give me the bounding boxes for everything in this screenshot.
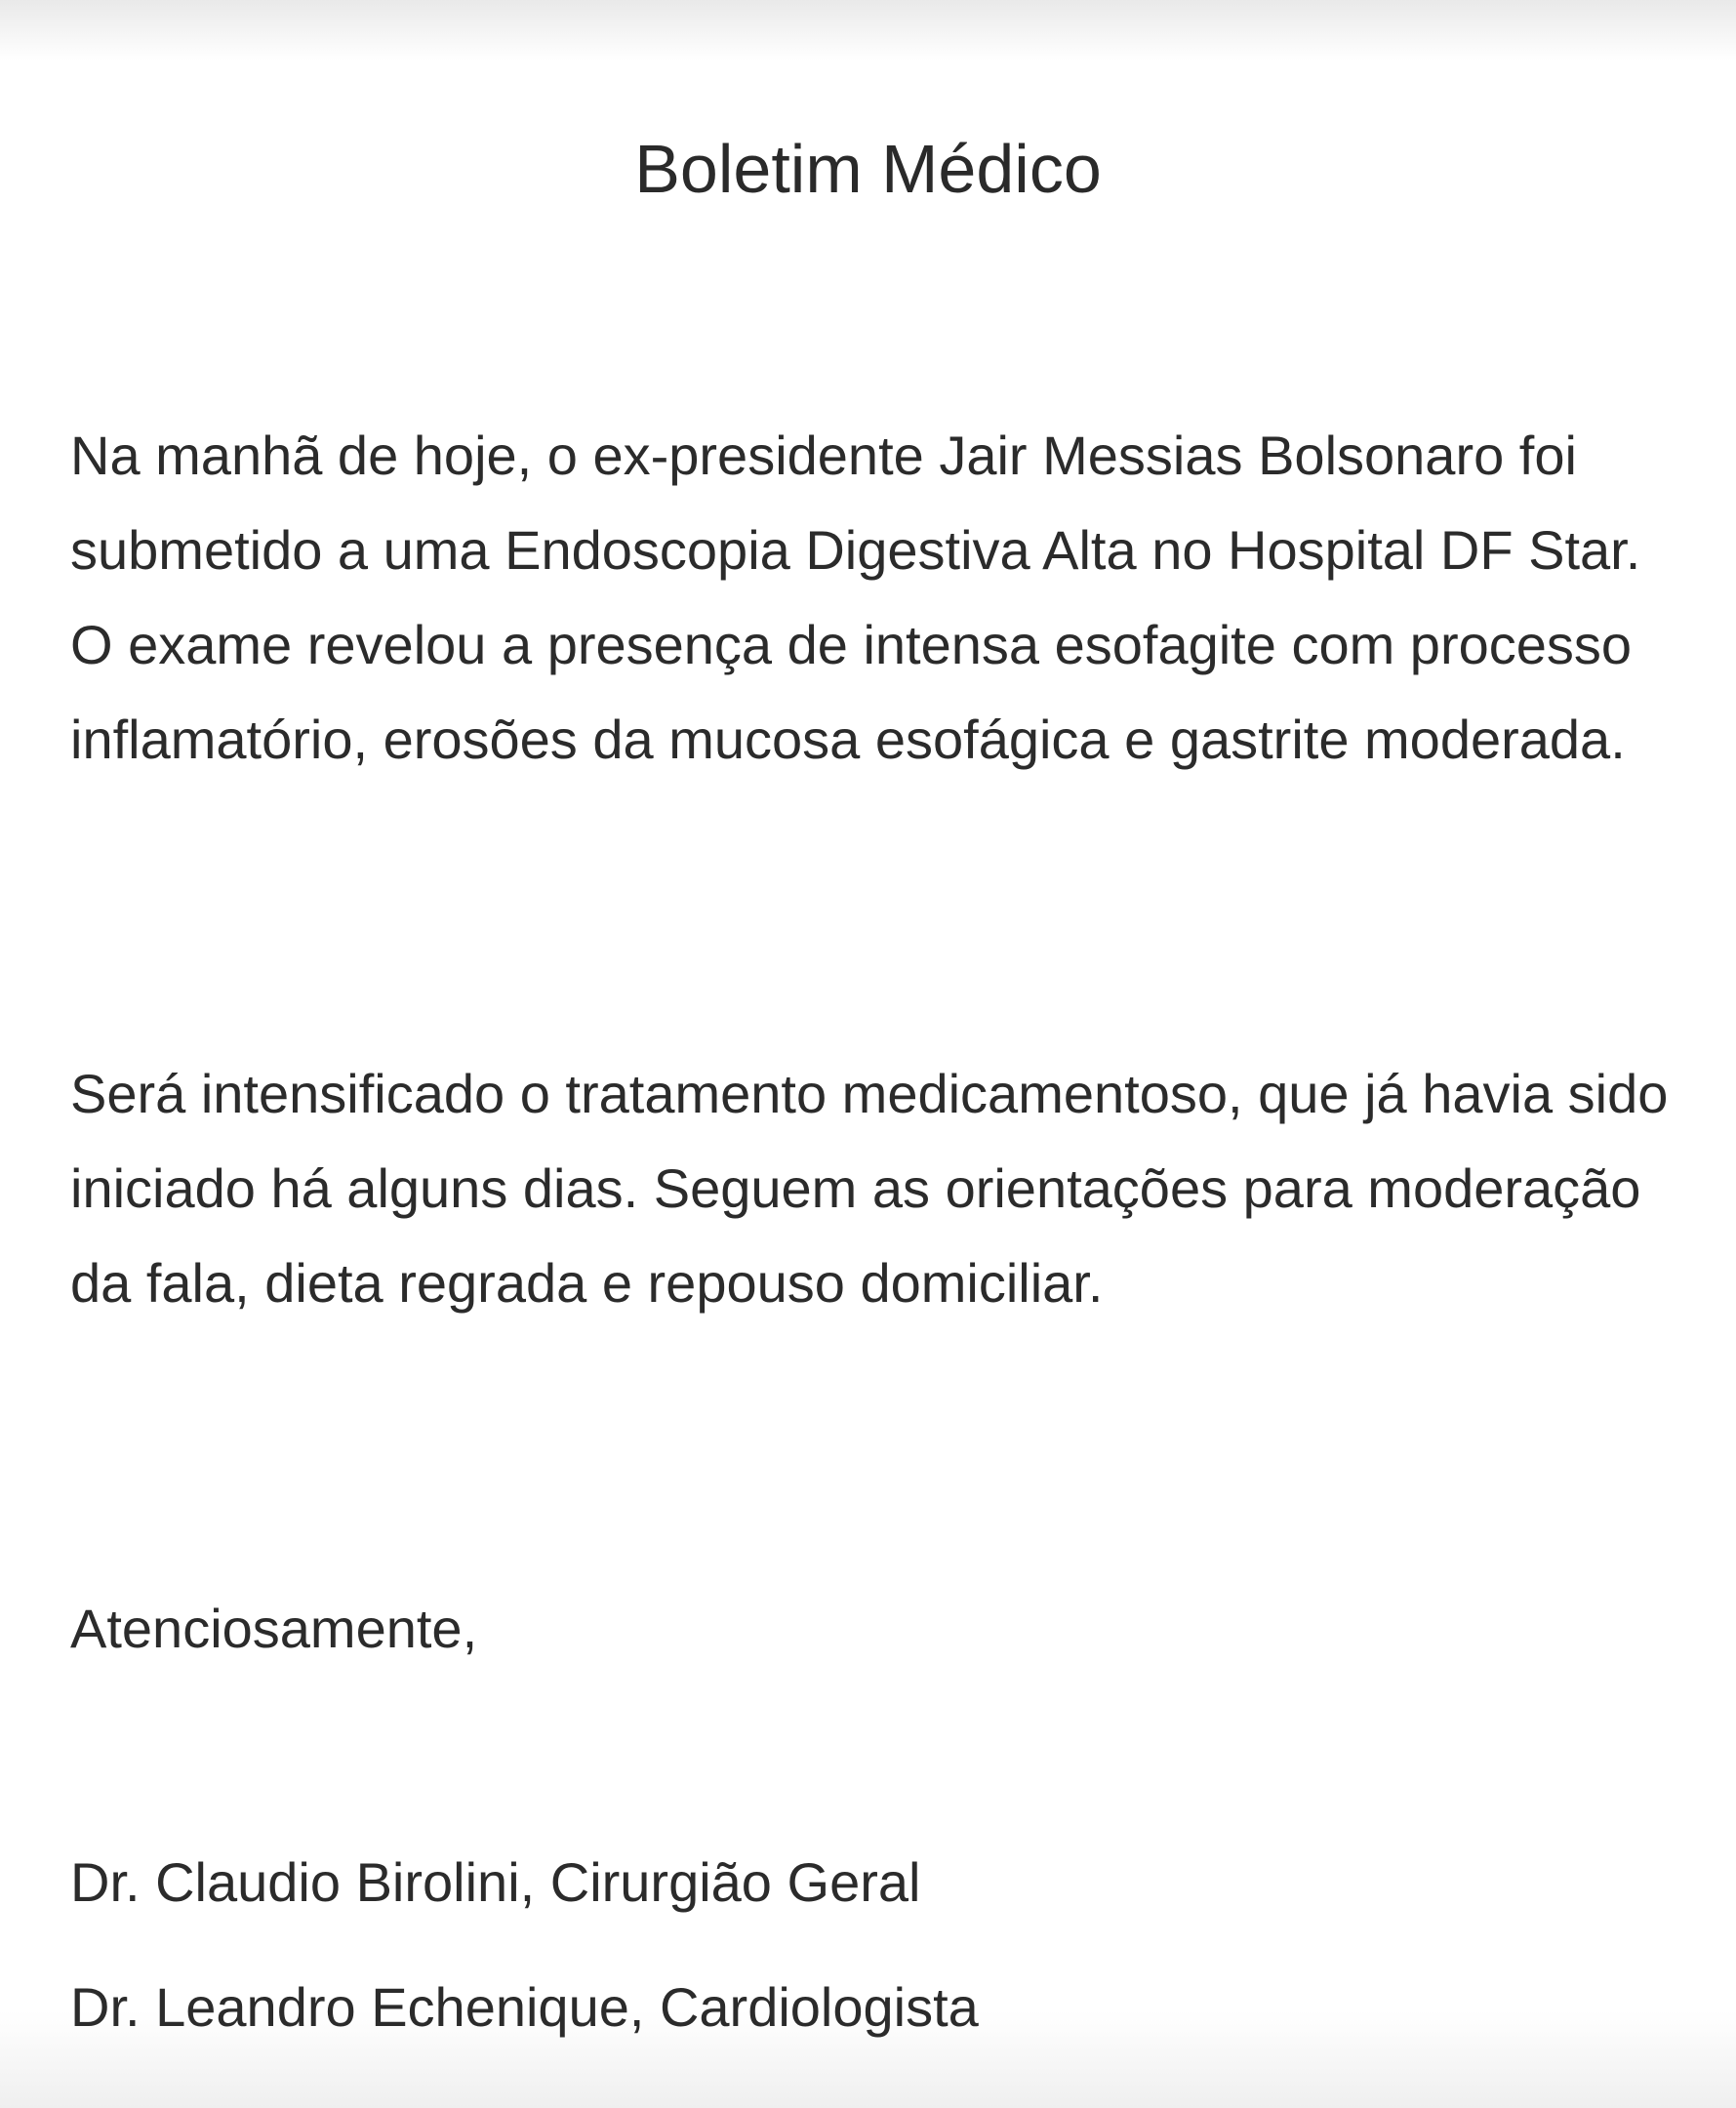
closing-salutation: Atenciosamente, [70, 1598, 478, 1659]
document-title: Boletim Médico [634, 131, 1102, 207]
paragraph-treatment: Será intensificado o tratamento medicamentoso, que já havia sido iniciado há alguns dias. Seguem as orientações para moderação da fala, dieta regrada e repouso domiciliar. [70, 1063, 1669, 1314]
paragraph-exam-results: Na manhã de hoje, o ex-presidente Jair Messias Bolsonaro foi submetido a uma Endoscopia Digestiva Alta no Hospital DF Star. O exame revelou a presença de intensa esofagite com processo inflamatório, erosões da mucosa esofágica e gastrite moderada. [70, 425, 1641, 770]
signature-line: Dr. Leandro Echenique, Cardiologista [70, 1976, 979, 2038]
signature-line: Dr. Claudio Birolini, Cirurgião Geral [70, 1851, 921, 1913]
